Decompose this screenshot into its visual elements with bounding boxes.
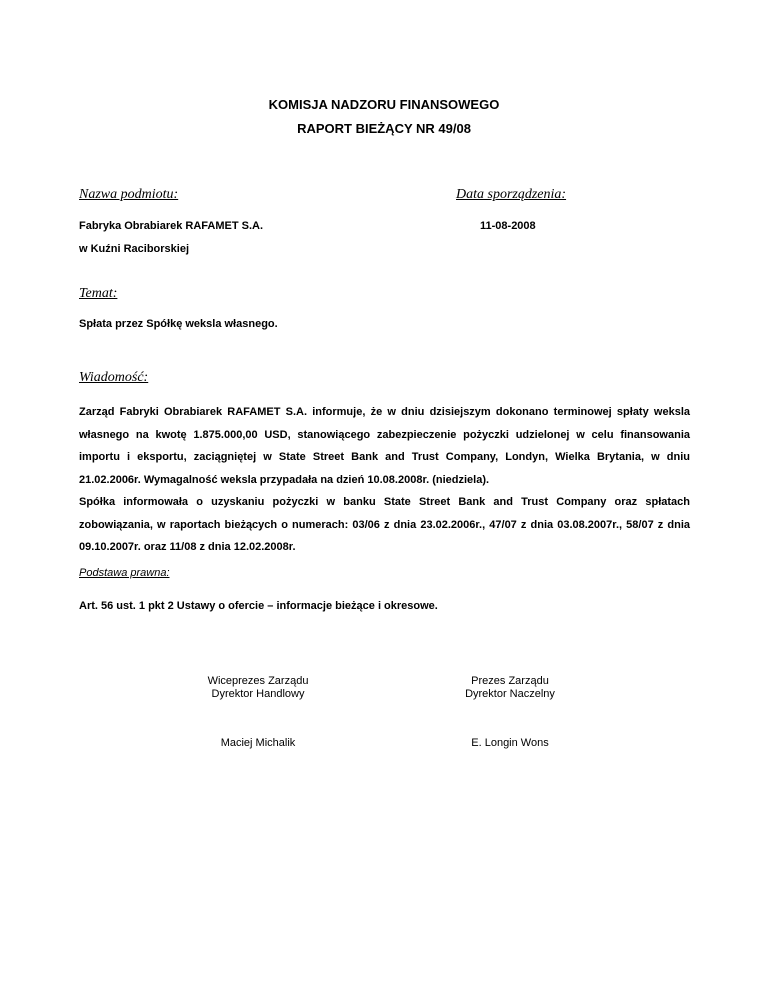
legal-basis-text: Art. 56 ust. 1 pkt 2 Ustawy o ofercie – informacje bieżące i okresowe. [79,600,438,612]
message-paragraph: Spółka informowała o uzyskaniu pożyczki w banku State Street Bank and Trust Company oraz spłatach zobowiązania, w raportach bieżących o numerach: 03/06 z dnia 23.02.2006r., 47/07 z dnia 03.08.2007r., 58/07 z dnia 09.10.2007r. oraz 11/08 z dnia 12.02.2008r. [79,496,690,553]
legal-basis-label: Podstawa prawna: [79,567,170,579]
entity-label: Nazwa podmiotu: [79,187,179,202]
signatory-title: Prezes Zarządu [471,675,549,687]
topic-text: Spłata przez Spółkę weksla własnego. [79,318,278,330]
entity-location: w Kuźni Raciborskiej [79,243,190,255]
signatory-name: Maciej Michalik [220,737,296,749]
message-label: Wiadomość: [79,370,149,385]
message-body [79,401,690,559]
signatory-title: Wiceprezes Zarządu [207,675,309,687]
report-date: 11-08-2008 [480,220,536,232]
message-paragraph: Zarząd Fabryki Obrabiarek RAFAMET S.A. informuje, że w dniu dzisiejszym dokonano terminowej spłaty weksla własnego na kwotę 1.875.000,00 USD, stanowiącego zabezpieczenie pożyczki udzielonej w celu finansowania importu i eksportu, zaciągniętej w State Street Bank and Trust Company, Londyn, Wielka Brytania, w dniu 21.02.2006r. Wymagalność weksla przypadała na dzień 10.08.2008r. (niedziela). [79,406,690,486]
report-authority: KOMISJA NADZORU FINANSOWEGO [268,97,500,112]
entity-name: Fabryka Obrabiarek RAFAMET S.A. [79,220,263,232]
signature-block-vice-president [148,675,368,750]
date-label: Data sporządzenia: [456,187,567,202]
topic-label: Temat: [79,286,118,301]
report-title: RAPORT BIEŻĄCY NR 49/08 [297,121,471,136]
signatory-name: E. Longin Wons [471,737,549,749]
signatory-function: Dyrektor Naczelny [465,688,555,700]
signature-block-president [400,675,620,750]
signatory-function: Dyrektor Handlowy [211,688,305,700]
